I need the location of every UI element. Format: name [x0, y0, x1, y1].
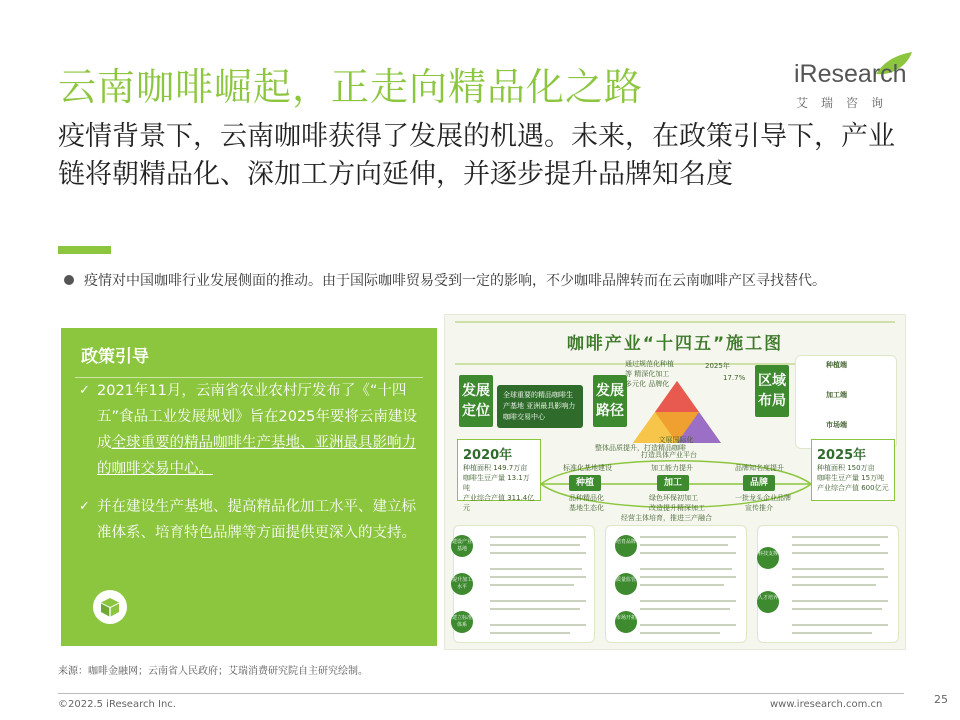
circle-item-1: 建设产业基地 — [451, 535, 473, 557]
flow-label-9: 宣传推介 — [745, 504, 773, 512]
bullet-dot-icon — [64, 275, 74, 285]
text-block-left — [453, 525, 595, 643]
footer-divider — [58, 693, 904, 694]
policy-item-2 — [79, 494, 425, 546]
footer-url[interactable]: www.iresearch.com.cn — [770, 699, 883, 710]
year-2025-line-2: 咖啡生豆产量 15万吨 — [817, 474, 885, 482]
check-icon: ✓ — [79, 383, 90, 398]
box-icon — [93, 590, 127, 624]
flow-label-2: 品种精品化 — [569, 494, 604, 502]
flow-label-1: 标准化基地建设 — [563, 464, 612, 472]
source-note: 来源：咖啡金融网；云南省人民政府；艾瑞消费研究院自主研究绘制。 — [58, 666, 368, 677]
positioning-text: 全球重要的精品咖啡生产基地 亚洲最具影响力咖啡交易中心 — [497, 385, 583, 428]
region-item-3: 市场端 — [826, 421, 847, 429]
accent-bar — [58, 246, 111, 254]
flow-top-label: 整体品质提升，打造精品咖啡 — [595, 444, 686, 452]
flow-label-8: 一批龙头企业品牌 — [735, 494, 791, 502]
page-subtitle: 疫情背景下，云南咖啡获得了发展的机遇。未来，在政策引导下，产业链将朝精品化、深加工方向延伸，并逐步提升品牌知名度 — [58, 121, 895, 190]
year-2020-box — [457, 439, 541, 512]
page-title: 云南咖啡崛起，正走向精品化之路 — [58, 65, 644, 109]
check-icon: ✓ — [79, 499, 90, 514]
flow-label-5: 绿色环保初加工 — [649, 494, 698, 502]
policy-title: 政策引导 — [81, 347, 149, 367]
circle-item-5: 质量监管 — [615, 573, 637, 595]
year-2020-line-2: 咖啡生豆产量 13.1万吨 — [463, 474, 530, 492]
platform-caption: 打造具体产业平台 — [641, 451, 697, 459]
path-text: 通过规范化种植等 精深化加工 多元化 品牌化 — [625, 360, 674, 388]
year-2020-line-1: 种植面积 149.7万亩 — [463, 464, 528, 472]
path-label: 发展路径 — [593, 375, 627, 427]
positioning-label: 发展定位 — [459, 375, 493, 427]
policy-item-1 — [79, 378, 425, 482]
flow-label-4: 加工能力提升 — [651, 464, 693, 472]
policy-item-1-text: 2021年11月，云南省农业农村厅发布了《“十四五”食品工业发展规划》旨在2025年要将云南建设成 — [97, 383, 417, 451]
circle-item-2: 提升加工水平 — [451, 573, 473, 595]
year-2025-box — [811, 439, 895, 501]
path-percent: 2025年 — [705, 362, 730, 370]
path-percent-2: 17.7% — [723, 374, 746, 382]
flow-label-3: 基地生态化 — [569, 504, 604, 512]
circle-item-7: 科技支撑 — [757, 547, 779, 569]
circle-item-3: 建立标准体系 — [451, 611, 473, 633]
year-2025-line-1: 种植面积 150万亩 — [817, 464, 875, 472]
flow-node-processing: 加工 — [657, 475, 689, 491]
region-item-1: 种植端 — [826, 361, 847, 369]
year-2025: 2025年 — [817, 448, 867, 463]
circle-item-4: 培育品牌 — [615, 535, 637, 557]
construction-plan-figure — [444, 314, 906, 650]
region-label: 区域布局 — [755, 365, 789, 417]
circle-item-8: 人才培养 — [757, 591, 779, 613]
flow-bottom-label: 经营主体培育，推进三产融合 — [621, 514, 712, 522]
policy-item-2-text: 并在建设生产基地、提高精品化加工水平、建立标准体系、培育特色品牌等方面提供更深入的支持。 — [97, 499, 416, 541]
year-2020: 2020年 — [463, 448, 513, 463]
triangle-label-bottom: 文展国际化 — [658, 436, 694, 444]
flow-node-brand: 品牌 — [743, 475, 775, 491]
flow-label-7: 品牌知名度提升 — [735, 464, 784, 472]
page-number: 25 — [934, 693, 948, 706]
logo-brand: iResearch — [794, 60, 907, 88]
region-panel — [795, 355, 897, 449]
region-item-2: 加工端 — [826, 391, 847, 399]
bullet-point — [64, 270, 924, 293]
text-block-right — [757, 525, 899, 643]
flow-node-planting: 种植 — [569, 475, 601, 491]
figure-title: 咖啡产业“十四五”施工图 — [566, 334, 784, 354]
flow-label-6: 改造提升精深加工 — [649, 504, 705, 512]
year-2020-line-3: 产业综合产值 311.4亿元 — [463, 494, 535, 512]
circle-item-6: 市场开拓 — [615, 611, 637, 633]
copyright: ©2022.5 iResearch Inc. — [58, 699, 176, 710]
policy-item-1-highlight: 全球重要的精品咖啡生产基地、亚洲最具影响力的咖啡交易中心。 — [97, 435, 416, 477]
bullet-text: 疫情对中国咖啡行业发展侧面的推动。由于国际咖啡贸易受到一定的影响，不少咖啡品牌转而在云南咖啡产区寻找替代。 — [84, 273, 826, 289]
year-2025-line-3: 产业综合产值 600亿元 — [817, 484, 889, 492]
iresearch-logo — [794, 52, 914, 112]
policy-panel — [61, 328, 437, 646]
logo-tagline: 艾瑞咨询 — [796, 96, 897, 110]
